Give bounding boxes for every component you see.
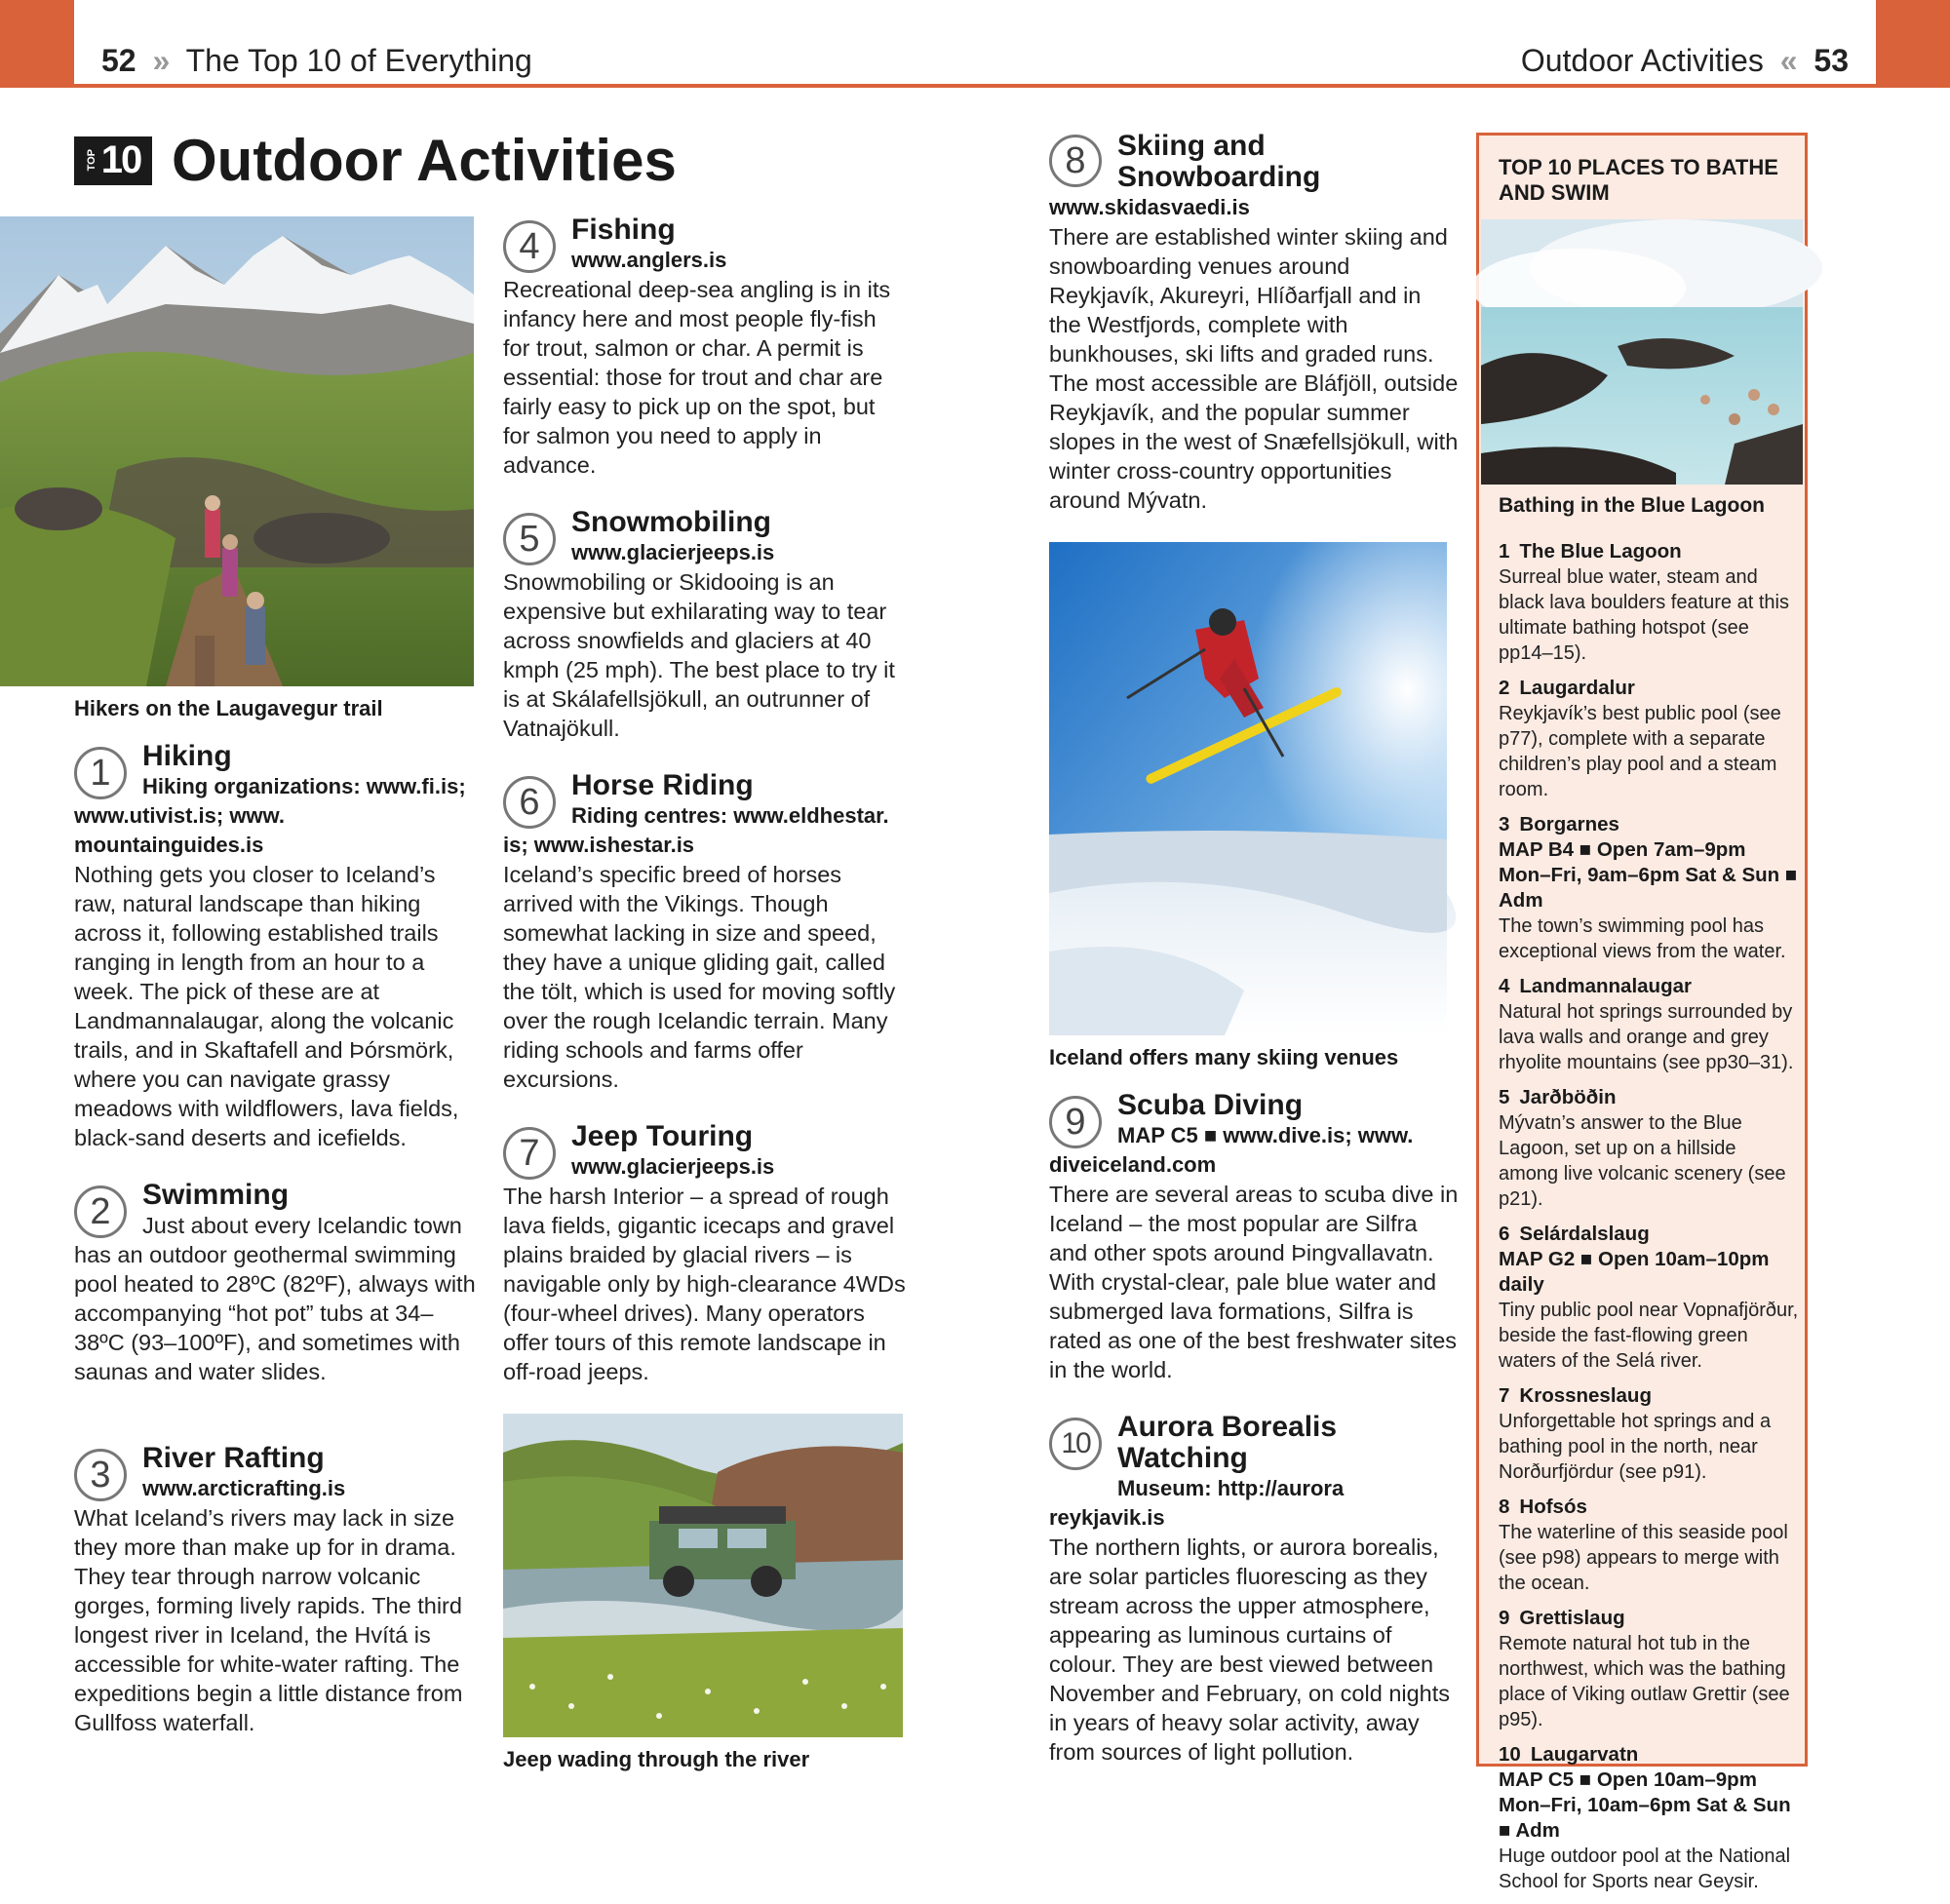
number-badge: 6 [503,776,556,829]
blue-lagoon-photo [1481,219,1803,485]
activity-meta: Riding centres: www.eldhestar. is; www.ishestar.is [503,803,889,857]
list-item: 7 Krossneslaug Unforgettable hot springs and a bathing pool in the north, near Norðurfjördur (see p91). [1499,1384,1772,1483]
left-chevron: » [152,43,171,78]
activity-meta: MAP C5 ■ www.dive.is; www. diveiceland.com [1049,1123,1414,1177]
list-item: 5 Jarðböðin Mývatn’s answer to the Blue Lagoon, set up on a hillside among live volcanic scenery (see p21). [1499,1086,1786,1210]
activity-meta: www.anglers.is [571,248,727,272]
activity-scuba-diving [1049,1090,1459,1384]
left-section-title: The Top 10 of Everything [185,43,532,78]
jeep-caption: Jeep wading through the river [503,1747,810,1771]
activity-meta: www.arcticrafting.is [142,1476,346,1500]
right-page-tab [1876,0,1950,88]
jeep-photo [503,1414,903,1737]
list-item: 2 Laugardalur Reykjavík’s best public pool (see p77), complete with a separate children’s play pool and a steam room. [1499,677,1781,800]
hikers-caption: Hikers on the Laugavegur trail [74,696,383,720]
sidebar-bathing [1476,133,1808,1892]
list-item: 4 Landmannalaugar Natural hot springs surrounded by lava walls and orange and grey rhyolite mountains (see pp30–31). [1499,975,1794,1073]
activity-body: The northern lights, or aurora borealis, are solar particles fluorescing as they stream across the upper atmosphere, appearing as luminous curtains of colour. They are best viewed between November and February, on cold nights in years of heavy solar activity, away from sources of light pollution. [1049,1535,1451,1765]
list-item: 9 Grettislaug Remote natural hot tub in the northwest, which was the bathing place of Viking outlaw Grettir (see p95). [1499,1607,1790,1730]
number-badge: 2 [74,1185,127,1238]
left-page-number: 52 [101,43,136,78]
activity-title: Swimming [142,1179,290,1211]
number-badge: 8 [1049,135,1102,187]
activity-river-rafting [74,1443,478,1737]
list-item: 6 Selárdalslaug MAP G2 ■ Open 10am–10pm daily Tiny public pool near Vopnafjörður, beside the fast-flowing green waters of the Selá river. [1499,1223,1799,1372]
right-section-title: Outdoor Activities [1520,43,1764,78]
running-head-right [1521,43,1849,79]
activity-snowmobiling [503,507,907,743]
activity-title: Snowmobiling [571,506,771,538]
activity-hiking [74,741,478,1152]
activity-title: Aurora Borealis Watching [1117,1411,1338,1474]
activity-title: Jeep Touring [571,1120,754,1152]
list-item: 3 Borgarnes MAP B4 ■ Open 7am–9pm Mon–Fri, 9am–6pm Sat & Sun ■ Adm The town’s swimming pool has exceptional views from the water. [1499,813,1798,962]
number-badge: 4 [503,220,556,273]
activity-body: The harsh Interior – a spread of rough lava fields, gigantic icecaps and gravel plains braided by glacial rivers – is navigable only by high-clearance 4WDs (four-wheel drives). Many operators offer tours of this remote landscape in off-road jeeps. [503,1184,906,1384]
activity-meta: Hiking organizations: www.fi.is; www.utivist.is; www. mountainguides.is [74,774,466,857]
activity-body: Recreational deep-sea angling is in its infancy here and most people fly-fish for trout, salmon or char. A permit is essential: those for trout and char are fairly easy to pick up on the spot, but for salmon you need to apply in advance. [503,277,891,478]
activity-body: Iceland’s specific breed of horses arrived with the Vikings. Though somewhat lacking in size and speed, they have a unique gliding gait, called the tölt, which is used for moving softly over the rough Icelandic terrain. Many riding schools and farms offer excursions. [503,862,896,1092]
skiing-caption: Iceland offers many skiing venues [1049,1045,1399,1069]
number-badge: 7 [503,1127,556,1180]
activity-body: What Iceland’s rivers may lack in size they more than make up for in drama. They tear through narrow volcanic gorges, forming lively rapids. The third longest river in Iceland, the Hvítá is accessible for white-water rafting. The expeditions begin a little distance from Gullfoss waterfall. [74,1505,463,1735]
activity-horse-riding [503,770,907,1094]
sidebar-title: TOP 10 PLACES TO BATHE AND SWIM [1499,155,1778,205]
activity-meta: www.skidasvaedi.is [1049,195,1250,219]
activity-title: Hiking [142,740,232,772]
activity-title: Horse Riding [571,769,754,801]
activity-swimming [74,1180,478,1386]
number-badge: 10 [1049,1418,1102,1470]
hikers-photo [0,216,474,686]
sidebar-caption: Bathing in the Blue Lagoon [1499,494,1765,517]
activity-meta: Museum: http://aurora reykjavik.is [1049,1476,1345,1530]
number-badge: 1 [74,747,127,799]
list-item: 10 Laugarvatn MAP C5 ■ Open 10am–9pm Mon–Fri, 10am–6pm Sat & Sun ■ Adm Huge outdoor pool at the National School for Sports near Geysir. [1499,1743,1791,1892]
activity-skiing [1049,131,1459,515]
number-badge: 5 [503,513,556,565]
activity-title: Skiing and Snowboarding [1117,130,1321,193]
page-heading: Outdoor Activities [172,128,677,193]
right-chevron: « [1779,43,1798,78]
number-badge: 9 [1049,1096,1102,1148]
activity-title: River Rafting [142,1442,325,1474]
activity-title: Scuba Diving [1117,1089,1304,1121]
activity-body: Nothing gets you closer to Iceland’s raw, natural landscape than hiking across it, following established trails ranging in length from an hour to a week. The pick of these are at Landmannalaugar, along the volcanic trails, and in Skaftafell and Þórsmörk, where you can navigate grassy meadows with wildflowers, lava fields, black-sand deserts and icefields. [74,862,459,1150]
activity-body: Snowmobiling or Skidooing is an expensive but exhilarating way to tear across snowfields and glaciers at 40 kmph (25 mph). The best place to try it is at Skálafellsjökull, an outrunner of Vatnajökull. [503,569,895,741]
running-head-left [101,43,532,79]
page-title [74,127,677,194]
header-rule [0,84,1950,88]
activity-body: There are established winter skiing and snowboarding venues around Reykjavík, Akureyri, Hlíðarfjall and in the Westfjords, complete with bunkhouses, ski lifts and graded runs. The most accessible are Bláfjöll, outside Reykjavík, and the popular summer slopes in the west of Snæfellsjökull, with winter cross-country opportunities around Mývatn. [1049,224,1459,513]
activity-fishing [503,214,907,480]
right-page-number: 53 [1814,43,1849,78]
activity-aurora-borealis [1049,1412,1459,1767]
activity-title: Fishing [571,214,676,246]
list-item: 1 The Blue Lagoon Surreal blue water, steam and black lava boulders feature at this ultimate bathing hotspot (see pp14–15). [1499,540,1789,664]
activity-jeep-touring [503,1121,907,1386]
activity-meta: www.glacierjeeps.is [571,1154,775,1179]
list-item: 8 Hofsós The waterline of this seaside pool (see p98) appears to merge with the ocean. [1499,1496,1788,1594]
activity-body: There are several areas to scuba dive in Iceland – the most popular are Silfra and other spots around Þingvallavatn. With crystal-clear, pale blue water and submerged lava formations, Silfra is rated as one of the best freshwater sites in the world. [1049,1182,1459,1382]
activity-body: Just about every Icelandic town has an outdoor geothermal swimming pool heated to 28ºC (82ºF), always with accompanying “hot pot” tubs at 34–38ºC (93–100ºF), and sometimes with saunas and water slides. [74,1213,476,1384]
sidebar-list [1499,539,1801,1904]
top10-logo: TOP 10 [74,136,152,185]
left-page-tab [0,0,74,88]
skiing-photo [1049,542,1447,1035]
number-badge: 3 [74,1449,127,1501]
activity-meta: www.glacierjeeps.is [571,540,775,564]
